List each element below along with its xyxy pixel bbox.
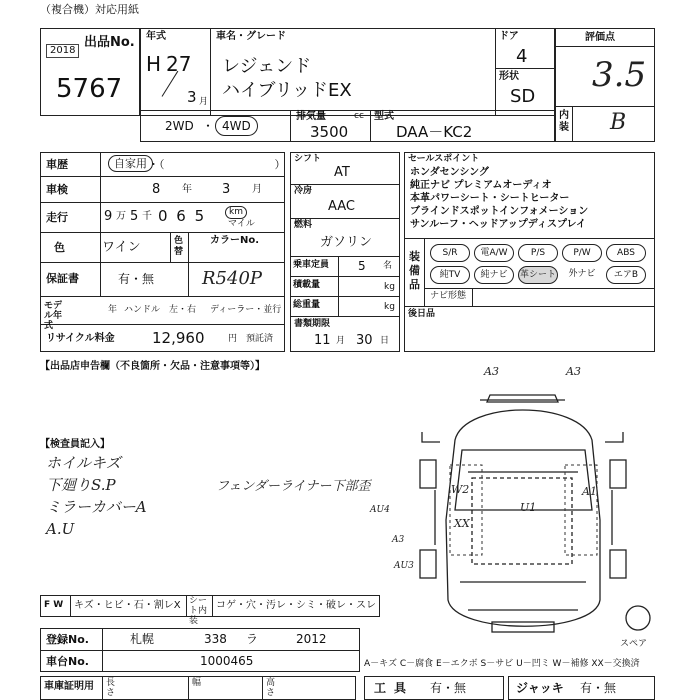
displacement-value: 3500 <box>310 123 349 141</box>
jack-label: ジャッキ <box>516 681 564 695</box>
fw-label: F W <box>44 600 64 610</box>
shape-value: SD <box>510 86 536 107</box>
docs-day-unit: 日 <box>380 336 390 346</box>
name-label: 車名・グレード <box>216 31 286 42</box>
mileage-sen-unit: 千 <box>142 211 152 222</box>
mark-right: A1 <box>582 485 597 498</box>
dealer-option: ディーラー・並行 <box>210 305 282 315</box>
grade-score: 3.5 <box>592 55 647 95</box>
color-code: R540P <box>202 268 263 289</box>
equipment-chip: 革シート <box>518 266 558 284</box>
mark-hood: W2 <box>451 483 470 496</box>
handle-option: ハンドル 左・右 <box>124 305 197 315</box>
seller-notes-label: 【出品店申告欄（不良箇所・欠品・注意事項等）】 <box>40 361 265 372</box>
capacity-value: 5 <box>358 259 366 273</box>
equipment-chip: ABS <box>606 244 646 262</box>
year-value: 27 <box>166 52 192 76</box>
shift-label: シフト <box>294 154 322 164</box>
inspection-label: 車検 <box>46 183 68 196</box>
equipment-chip: P/S <box>518 244 558 262</box>
load-label: 積載量 <box>293 280 321 290</box>
mark-top-left: A3 <box>484 365 499 378</box>
sales-point-item: ホンダセンシング <box>410 167 489 178</box>
unit-km: km <box>225 206 247 219</box>
load-unit: kg <box>384 282 395 292</box>
doors-label: ドア <box>499 31 519 42</box>
mark-left-low1: A3 <box>392 535 405 545</box>
equipment-chip: P/W <box>562 244 602 262</box>
registration-region: 札幌 <box>130 632 155 646</box>
car-name: レジェンド <box>222 56 312 77</box>
grade-label: 評価点 <box>585 32 615 43</box>
recycle-label: リサイクル料金 <box>46 333 115 344</box>
fuel-value: ガソリン <box>320 235 373 250</box>
top-note: （複合機）対応用紙 <box>40 3 139 16</box>
equipment-chip: 電A/W <box>474 244 514 262</box>
recycle-amount: 12,960 <box>152 329 205 347</box>
inspector-notes-label: 【検査員記入】 <box>40 439 110 450</box>
history-value: 自家用 <box>108 155 153 172</box>
navi-type-label: ナビ形態 <box>430 291 467 301</box>
capacity-unit: 名 <box>383 261 393 271</box>
inspector-note-line: ホイルキズ <box>46 454 121 472</box>
month-unit: 月 <box>199 97 209 107</box>
damage-legend: A－キズ C－腐食 E－エクボ S－サビ U－凹ミ W－補修 XX－交換済 <box>364 659 640 669</box>
model-value: DAA－KC2 <box>396 123 473 141</box>
equipment-chip: 外ナビ <box>568 269 596 279</box>
inspector-right-note: フェンダーライナー下部歪 <box>216 479 371 494</box>
model-year-unit: 年 <box>108 305 118 315</box>
chassis-number: 1000465 <box>200 654 254 668</box>
year-label: 年式 <box>146 31 166 42</box>
docs-month-unit: 月 <box>336 336 346 346</box>
gross-label: 総重量 <box>293 300 321 310</box>
inspection-year: 8 <box>152 182 161 197</box>
cert-label: 車庫証明用 <box>44 681 94 692</box>
warranty-label: 保証書 <box>46 272 79 285</box>
fw-items: キズ・ヒビ・石・割レX <box>74 600 181 611</box>
mark-center: XX <box>454 517 470 530</box>
ac-value: AAC <box>328 199 355 214</box>
mileage-man: 9 <box>104 209 113 224</box>
equipment-chip: S/R <box>430 244 470 262</box>
inspector-note-line: ミラーカバーA <box>46 498 147 516</box>
inspection-year-unit: 年 <box>182 184 192 195</box>
sales-point-item: 純正ナビ プレミアムオーディオ <box>410 180 552 191</box>
inspector-note-line: A.U <box>46 520 75 538</box>
mileage-rest: 0 6 5 <box>158 207 207 225</box>
jack-value: 有・無 <box>580 681 617 695</box>
fuel-label: 燃料 <box>294 220 313 230</box>
tools-label: 工具 <box>374 681 415 695</box>
sales-points-label: セールスポイント <box>408 154 480 164</box>
color-code-label: カラーNo. <box>210 235 260 246</box>
interior-grade: B <box>610 110 627 135</box>
registration-label: 登録No. <box>46 633 89 646</box>
sales-point-item: 本革パワーシート・シートヒーター <box>410 193 570 204</box>
equipment-label: 装備品 <box>409 250 420 291</box>
displacement-unit: cc <box>354 111 364 121</box>
month-value: 3 <box>187 88 197 106</box>
registration-class: 338 <box>204 632 227 646</box>
color-label: 色 <box>54 241 65 254</box>
mileage-man-unit: 万 <box>116 211 126 222</box>
cert-length: 長さ <box>106 678 116 698</box>
year-stamp: 2018 <box>46 44 79 58</box>
after-mount-label: 後日品 <box>408 309 436 319</box>
registration-kana: ラ <box>246 632 259 646</box>
seat-label: シート内装 <box>189 596 208 626</box>
docs-month: 11 <box>314 333 331 348</box>
drive-2wd: 2WD <box>165 119 194 133</box>
color-change-label: 色替 <box>174 236 184 257</box>
shift-value: AT <box>334 165 350 180</box>
capacity-label: 乗車定員 <box>293 260 330 270</box>
inspector-note-line: 下廻りS.P <box>46 476 116 494</box>
ac-label: 冷房 <box>294 186 313 196</box>
inspection-month-unit: 月 <box>252 184 262 195</box>
drive-4wd: 4WD <box>215 116 258 136</box>
car-grade: ハイブリッドEX <box>222 80 352 101</box>
mark-left-mid: AU4 <box>370 505 390 515</box>
mark-roof: U1 <box>520 501 537 514</box>
shape-label: 形状 <box>499 71 519 82</box>
docs-day: 30 <box>356 333 373 348</box>
history-extra: ・（ ） <box>148 158 286 171</box>
cert-height: 高さ <box>266 678 276 698</box>
sales-point-item: ブラインドスポットインフォメーション <box>410 206 589 217</box>
era: H <box>146 52 162 76</box>
recycle-unit: 円 <box>228 334 238 344</box>
sales-point-item: サンルーフ・ヘッドアップディスプレイ <box>410 219 587 230</box>
inspection-month: 3 <box>222 182 231 197</box>
displacement-label: 排気量 <box>296 111 326 122</box>
chassis-label: 車台No. <box>46 655 89 668</box>
cert-width: 幅 <box>192 678 202 688</box>
mileage-sen: 5 <box>130 209 139 224</box>
equipment-chip: 純ナビ <box>474 266 514 284</box>
history-label: 車歴 <box>46 158 68 171</box>
mark-left-low2: AU3 <box>394 561 414 571</box>
mark-top-right: A3 <box>566 365 581 378</box>
model-year-label: モデル年式 <box>44 301 63 331</box>
doors-value: 4 <box>516 46 528 67</box>
registration-number: 2012 <box>296 632 327 646</box>
docs-deadline-label: 書類期限 <box>294 319 331 329</box>
lot-number: 5767 <box>56 74 123 104</box>
color-value: ワイン <box>102 240 141 255</box>
model-label: 型式 <box>374 111 394 122</box>
seat-items: コゲ・穴・汚レ・シミ・破レ・スレ <box>216 600 376 611</box>
lot-label: 出品No. <box>84 35 135 50</box>
mileage-label: 走行 <box>46 211 68 224</box>
detail-table <box>40 152 285 352</box>
equipment-chip: エアB <box>606 266 646 284</box>
gross-unit: kg <box>384 302 395 312</box>
unit-mile: マイル <box>228 219 255 229</box>
warranty-value: 有・無 <box>118 272 155 286</box>
equipment-chip: 純TV <box>430 266 470 284</box>
recycle-status: 預託済 <box>246 334 274 344</box>
tools-value: 有・無 <box>430 681 467 695</box>
spare-label: スペア <box>620 639 648 649</box>
interior-label: 内装 <box>559 110 569 133</box>
